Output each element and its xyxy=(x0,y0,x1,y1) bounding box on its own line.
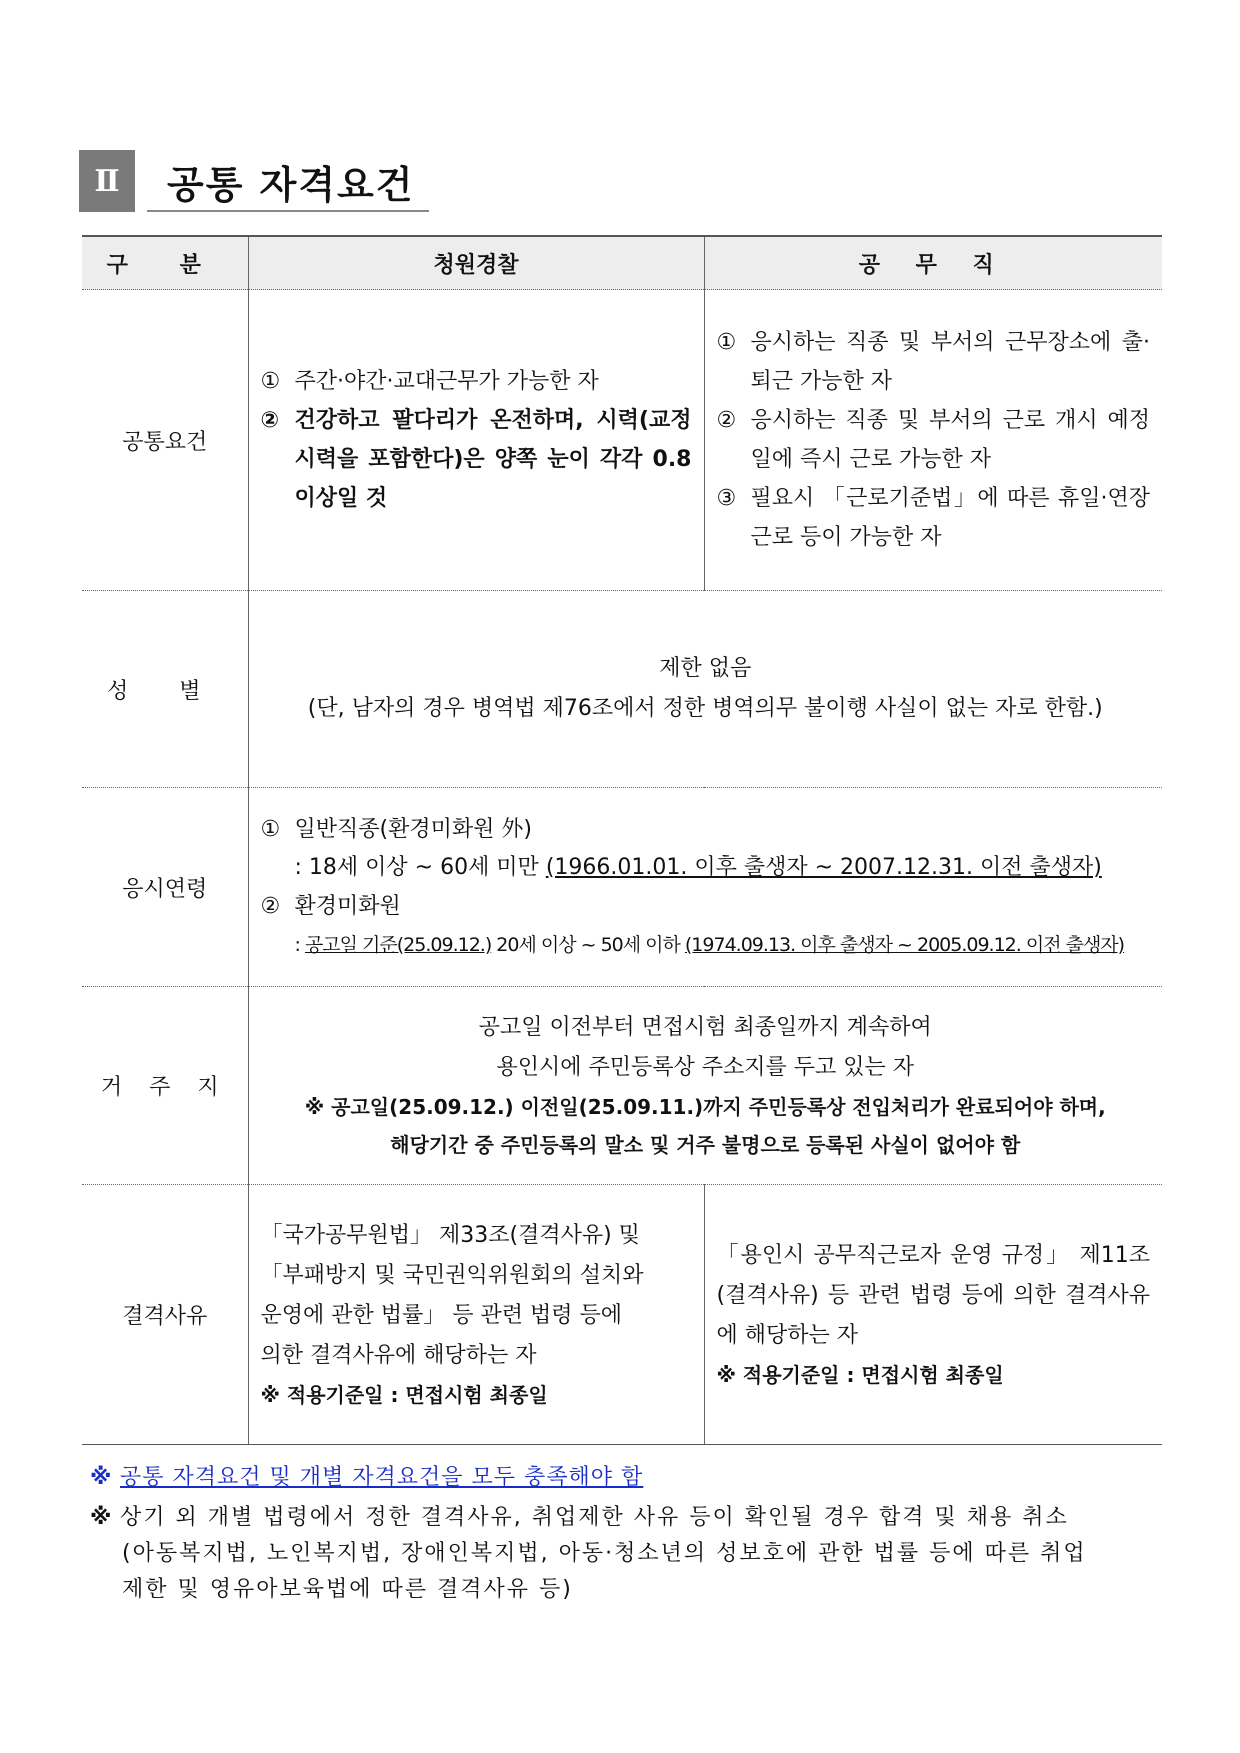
disq-line: 「부패방지 및 국민권익위원회의 설치와 xyxy=(260,1262,644,1288)
section-title-underline xyxy=(147,210,429,212)
table-row-disqualification xyxy=(82,1185,1162,1445)
list-item: ② 환경미화원 xyxy=(260,894,401,919)
row-label-common: 공통요건 xyxy=(82,290,248,591)
residence-cell xyxy=(248,987,1162,1185)
worker-disqualification-cell xyxy=(704,1185,1162,1445)
section-number: Ⅱ xyxy=(79,150,135,212)
disq-line: 「국가공무원법」 제33조(결격사유) 및 xyxy=(260,1222,640,1248)
residence-line1: 공고일 이전부터 면접시험 최종일까지 계속하여 xyxy=(478,1014,932,1040)
footnote-1-text: 공통 자격요건 및 개별 자격요건을 모두 충족해야 함 xyxy=(120,1465,644,1490)
section-header xyxy=(79,150,439,212)
age-cell xyxy=(248,788,1162,987)
row-label-gender: 성 별 xyxy=(82,591,248,788)
footnote-2-line1: 상기 외 개별 법령에서 정한 결격사유, 취업제한 사유 등이 확인될 경우 합격 및 채용 취소 xyxy=(120,1505,1069,1530)
qualification-table xyxy=(82,235,1162,1445)
table-row-common xyxy=(82,290,1162,591)
age-detail-general: : 18세 이상 ~ 60세 미만 (1966.01.01. 이후 출생자 ~ 2007.12.31. 이전 출생자) xyxy=(294,855,1102,880)
footnote-2-line2: (아동복지법, 노인복지법, 장애인복지법, 아동·청소년의 성보호에 관한 법률 등에 따른 취업 xyxy=(122,1541,1087,1566)
list-item: ① 일반직종(환경미화원 外) xyxy=(260,817,532,842)
note-mark: ※ xyxy=(90,1505,113,1530)
gender-line1: 제한 없음 xyxy=(659,656,752,681)
disq-line: 운영에 관한 법률」 등 관련 법령 등에 xyxy=(260,1302,622,1328)
worker-common-cell xyxy=(704,290,1162,591)
header-category: 구 분 xyxy=(82,236,248,290)
residence-line2: 용인시에 주민등록상 주소지를 두고 있는 자 xyxy=(496,1054,914,1080)
footnote-2 xyxy=(90,1500,1160,1608)
table-row-gender xyxy=(82,591,1162,788)
table-row-residence xyxy=(82,987,1162,1185)
row-label-residence: 거 주 지 xyxy=(82,987,248,1185)
guard-disqualification-cell xyxy=(248,1185,704,1445)
list-item: ② 건강하고 팔다리가 온전하며, 시력(교정시력을 포함한다)은 양쪽 눈이 각각 0.8 이상일 것 xyxy=(260,408,692,511)
gender-cell xyxy=(248,591,1162,788)
table-header-row xyxy=(82,236,1162,290)
guard-disq-note: ※ 적용기준일 : 면접시험 최종일 xyxy=(260,1382,548,1407)
residence-note1: ※ 공고일(25.09.12.) 이전일(25.09.11.)까지 주민등록상 전입처리가 완료되어야 하며, xyxy=(304,1094,1106,1119)
list-item: ② 응시하는 직종 및 부서의 근로 개시 예정일에 즉시 근로 가능한 자 xyxy=(716,408,1150,472)
header-worker: 공 무 직 xyxy=(704,236,1162,290)
list-item: ③ 필요시 「근로기준법」에 따른 휴일·연장 근로 등이 가능한 자 xyxy=(716,486,1150,550)
row-label-age: 응시연령 xyxy=(82,788,248,987)
section-title: 공통 자격요건 xyxy=(167,163,415,207)
table-row-age xyxy=(82,788,1162,987)
footnote-2-line3: 제한 및 영유아보육법에 따른 결격사유 등) xyxy=(122,1577,573,1602)
list-item: ① 주간·야간·교대근무가 가능한 자 xyxy=(260,369,599,394)
guard-common-cell xyxy=(248,290,704,591)
disq-line: 의한 결격사유에 해당하는 자 xyxy=(260,1342,537,1368)
footnote-1 xyxy=(90,1460,1160,1496)
worker-disq-note: ※ 적용기준일 : 면접시험 최종일 xyxy=(716,1362,1004,1387)
gender-line2: (단, 남자의 경우 병역법 제76조에서 정한 병역의무 불이행 사실이 없는 자로 한함.) xyxy=(307,696,1103,721)
row-label-disqualification: 결격사유 xyxy=(82,1185,248,1445)
age-detail-cleaner: : 공고일 기준(25.09.12.) 20세 이상 ~ 50세 이하 (1974.09.13. 이후 출생자 ~ 2005.09.12. 이전 출생자) xyxy=(294,934,1125,956)
note-mark: ※ xyxy=(90,1465,112,1490)
residence-note2: 해당기간 중 주민등록의 말소 및 거주 불명으로 등록된 사실이 없어야 함 xyxy=(390,1132,1021,1157)
worker-disq-text: 「용인시 공무직근로자 운영 규정」 제11조(결격사유) 등 관련 법령 등에 의한 결격사유에 해당하는 자 xyxy=(716,1242,1150,1348)
header-guard: 청원경찰 xyxy=(248,236,704,290)
list-item: ① 응시하는 직종 및 부서의 근무장소에 출·퇴근 가능한 자 xyxy=(716,330,1150,394)
